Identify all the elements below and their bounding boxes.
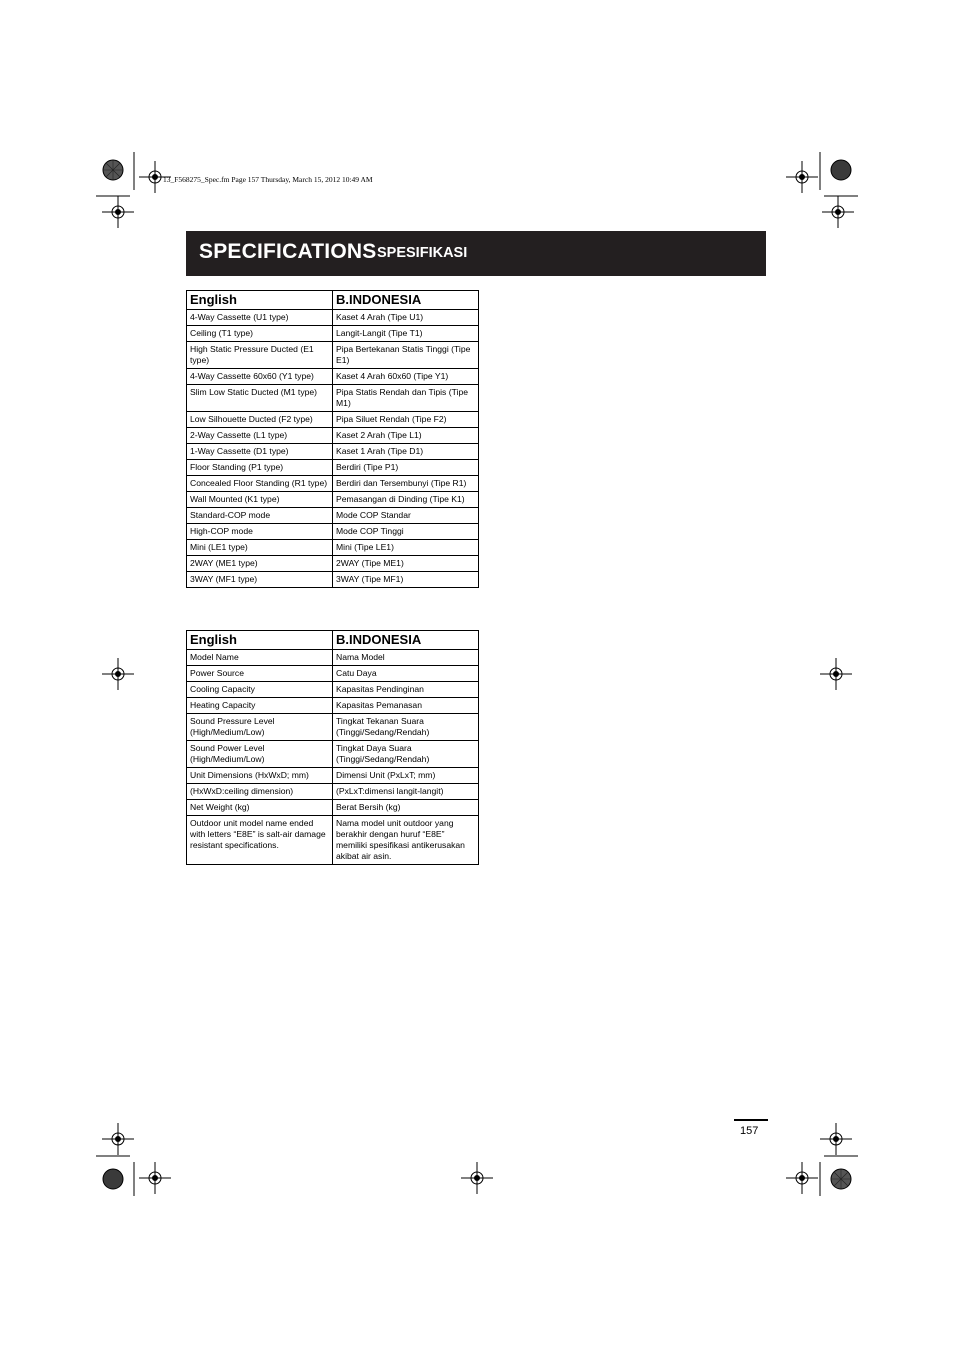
cell-indonesian: Kaset 4 Arah 60x60 (Tipe Y1) <box>333 369 479 385</box>
table-row <box>187 428 479 444</box>
table-header-row <box>187 291 479 310</box>
cell-indonesian: Kapasitas Pendinginan <box>333 682 479 698</box>
cell-indonesian: Kaset 1 Arah (Tipe D1) <box>333 444 479 460</box>
page-number: 157 <box>740 1125 759 1137</box>
table-row <box>187 326 479 342</box>
page-subtitle: SPESIFIKASI <box>377 245 468 261</box>
cell-indonesian: Pipa Bertekanan Statis Tinggi (Tipe E1) <box>333 342 479 369</box>
cell-indonesian: Tingkat Tekanan Suara (Tinggi/Sedang/Rendah) <box>333 714 479 741</box>
crosshair-target-icon <box>820 1123 852 1155</box>
cell-indonesian: Kaset 4 Arah (Tipe U1) <box>333 310 479 326</box>
cell-english: High-COP mode <box>187 524 333 540</box>
crosshair-target-icon <box>102 658 134 690</box>
registration-circle-icon <box>102 159 124 181</box>
cell-english: 4-Way Cassette 60x60 (Y1 type) <box>187 369 333 385</box>
cell-indonesian: Nama Model <box>333 650 479 666</box>
cell-indonesian: Kaset 2 Arah (Tipe L1) <box>333 428 479 444</box>
cell-english: Heating Capacity <box>187 698 333 714</box>
cell-english: Cooling Capacity <box>187 682 333 698</box>
cell-indonesian: (PxLxT:dimensi langit-langit) <box>333 784 479 800</box>
crosshair-target-icon <box>139 1162 171 1194</box>
page-number-rule <box>734 1119 768 1121</box>
table-row <box>187 666 479 682</box>
cell-english: Sound Pressure Level (High/Medium/Low) <box>187 714 333 741</box>
cell-english: 2-Way Cassette (L1 type) <box>187 428 333 444</box>
table-row <box>187 741 479 768</box>
translation-table-spec-terms <box>186 630 479 865</box>
cell-indonesian: Catu Daya <box>333 666 479 682</box>
table-row <box>187 784 479 800</box>
translation-table-unit-types <box>186 290 479 588</box>
column-header-english: English <box>187 631 333 650</box>
cell-indonesian: Nama model unit outdoor yang berakhir dengan huruf “E8E” memiliki spesifikasi antikerusakan akibat air asin. <box>333 816 479 865</box>
cell-indonesian: Pipa Siluet Rendah (Tipe F2) <box>333 412 479 428</box>
registration-circle-icon <box>830 159 852 181</box>
column-header-indonesian: B.INDONESIA <box>333 291 479 310</box>
cell-indonesian: Pipa Statis Rendah dan Tipis (Tipe M1) <box>333 385 479 412</box>
cell-indonesian: Dimensi Unit (PxLxT; mm) <box>333 768 479 784</box>
cell-indonesian: Mode COP Standar <box>333 508 479 524</box>
crosshair-target-icon <box>461 1162 493 1194</box>
table-row <box>187 572 479 588</box>
cell-english: Mini (LE1 type) <box>187 540 333 556</box>
cell-indonesian: Mini (Tipe LE1) <box>333 540 479 556</box>
table-row <box>187 540 479 556</box>
cell-english: Low Silhouette Ducted (F2 type) <box>187 412 333 428</box>
crosshair-target-icon <box>820 658 852 690</box>
cell-english: Net Weight (kg) <box>187 800 333 816</box>
table-row <box>187 369 479 385</box>
column-header-english: English <box>187 291 333 310</box>
registration-circle-icon <box>102 1168 124 1190</box>
cell-indonesian: Berdiri dan Tersembunyi (Tipe R1) <box>333 476 479 492</box>
crosshair-target-icon <box>786 1162 818 1194</box>
cell-indonesian: Langit-Langit (Tipe T1) <box>333 326 479 342</box>
section-banner <box>186 231 766 276</box>
cell-english: 4-Way Cassette (U1 type) <box>187 310 333 326</box>
table-header-row <box>187 631 479 650</box>
table-row <box>187 682 479 698</box>
table-row <box>187 524 479 540</box>
table-row <box>187 508 479 524</box>
cell-indonesian: 3WAY (Tipe MF1) <box>333 572 479 588</box>
cell-english: Wall Mounted (K1 type) <box>187 492 333 508</box>
crosshair-target-icon <box>102 1123 134 1155</box>
cell-indonesian: Berdiri (Tipe P1) <box>333 460 479 476</box>
cell-english: Concealed Floor Standing (R1 type) <box>187 476 333 492</box>
file-meta-line: 13_F568275_Spec.fm Page 157 Thursday, March 15, 2012 10:49 AM <box>163 175 373 184</box>
table-row <box>187 310 479 326</box>
column-header-indonesian: B.INDONESIA <box>333 631 479 650</box>
table-row <box>187 342 479 369</box>
cell-indonesian: Berat Bersih (kg) <box>333 800 479 816</box>
page-title: SPECIFICATIONS <box>199 240 377 263</box>
cell-english: Power Source <box>187 666 333 682</box>
crosshair-target-icon <box>822 196 854 228</box>
table-row <box>187 714 479 741</box>
cell-english: Standard-COP mode <box>187 508 333 524</box>
crosshair-target-icon <box>786 161 818 193</box>
cell-english: 1-Way Cassette (D1 type) <box>187 444 333 460</box>
cell-english: Slim Low Static Ducted (M1 type) <box>187 385 333 412</box>
cell-english: 2WAY (ME1 type) <box>187 556 333 572</box>
table-row <box>187 444 479 460</box>
cell-english: 3WAY (MF1 type) <box>187 572 333 588</box>
cell-english: (HxWxD:ceiling dimension) <box>187 784 333 800</box>
cell-indonesian: 2WAY (Tipe ME1) <box>333 556 479 572</box>
table-row <box>187 385 479 412</box>
table-row <box>187 492 479 508</box>
cell-indonesian: Mode COP Tinggi <box>333 524 479 540</box>
table-row <box>187 768 479 784</box>
table-row <box>187 816 479 865</box>
table-row <box>187 800 479 816</box>
table-row <box>187 698 479 714</box>
cell-english: Floor Standing (P1 type) <box>187 460 333 476</box>
cell-english: Model Name <box>187 650 333 666</box>
table-row <box>187 412 479 428</box>
cell-english: High Static Pressure Ducted (E1 type) <box>187 342 333 369</box>
crosshair-target-icon <box>102 196 134 228</box>
cell-english: Sound Power Level (High/Medium/Low) <box>187 741 333 768</box>
table-row <box>187 476 479 492</box>
registration-circle-icon <box>830 1168 852 1190</box>
cell-english: Unit Dimensions (HxWxD; mm) <box>187 768 333 784</box>
table-row <box>187 460 479 476</box>
table-row <box>187 650 479 666</box>
cell-indonesian: Tingkat Daya Suara (Tinggi/Sedang/Rendah) <box>333 741 479 768</box>
cell-indonesian: Pemasangan di Dinding (Tipe K1) <box>333 492 479 508</box>
cell-indonesian: Kapasitas Pemanasan <box>333 698 479 714</box>
cell-english: Outdoor unit model name ended with letters “E8E” is salt-air damage resistant specifications. <box>187 816 333 865</box>
cell-english: Ceiling (T1 type) <box>187 326 333 342</box>
table-row <box>187 556 479 572</box>
